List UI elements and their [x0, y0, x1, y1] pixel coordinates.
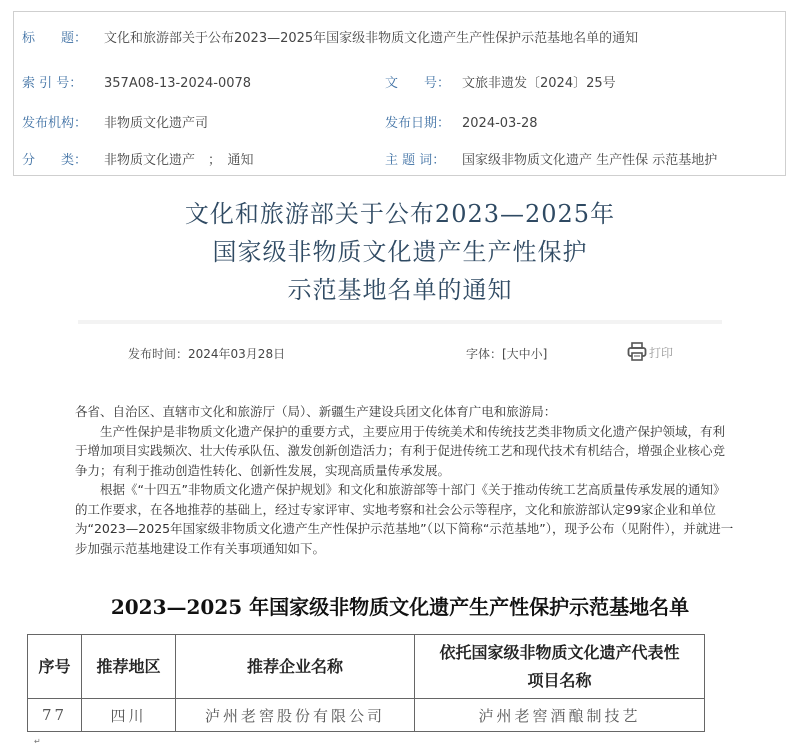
document-title-line: 文化和旅游部关于公布2023—2025年	[184, 200, 616, 228]
body-paragraph: 生产性保护是非物质文化遗产保护的重要方式，主要应用于传统美术和传统技艺类非物质文化遗产保护领域，有利于增加项目实践频次、壮大传承队伍、激发创新创造活力；有利于促进传统工艺和现代技术有机结合，增强企业核心竞争力；有利于推动创造性转化、创新性发展，实现高质量传承发展。	[75, 423, 726, 478]
list-title: 2023—2025 年国家级非物质文化遗产生产性保护示范基地名单	[110, 595, 690, 619]
document-title-line: 示范基地名单的通知	[287, 276, 513, 304]
meta-index-label: 索 引 号：	[22, 76, 83, 91]
meta-keywords-value: 国家级非物质文化遗产 生产性保 示范基地护	[462, 153, 718, 168]
font-size-selector[interactable]: 字体：[大中小]	[466, 347, 548, 361]
paragraph-mark: ↵	[34, 737, 41, 746]
table-row	[28, 699, 705, 732]
salutation: 各省、自治区、直辖市文化和旅游厅（局）、新疆生产建设兵团文化体育广电和旅游局：	[75, 404, 557, 419]
meta-publisher-row	[14, 113, 785, 135]
meta-index-value: 357A08-13-2024-0078	[104, 76, 252, 91]
demonstration-base-table	[27, 634, 705, 732]
printer-icon	[626, 341, 648, 363]
meta-title-label: 标 题：	[22, 31, 88, 46]
meta-index-row	[14, 73, 785, 95]
cell-project: 泸州老窖酒酿制技艺	[415, 699, 705, 732]
meta-doc-number-value: 文旅非遗发〔2024〕25号	[462, 76, 616, 91]
print-label: 打印	[649, 345, 674, 360]
meta-category-label: 分 类：	[22, 153, 88, 168]
header-company: 推荐企业名称	[176, 635, 415, 699]
document-title	[0, 195, 800, 309]
header-project: 依托国家级非物质文化遗产代表性项目名称	[415, 635, 705, 699]
meta-publisher-value: 非物质文化遗产司	[104, 116, 209, 131]
table-header-row	[28, 635, 705, 699]
header-region: 推荐地区	[82, 635, 176, 699]
meta-publisher-label: 发布机构：	[22, 116, 88, 131]
header-no: 序号	[28, 635, 82, 699]
meta-title-value: 文化和旅游部关于公布2023—2025年国家级非物质文化遗产生产性保护示范基地名单的通知	[104, 31, 639, 46]
meta-date-label: 发布日期：	[385, 116, 451, 131]
meta-keywords-label: 主 题 词：	[385, 153, 446, 168]
meta-title-row	[14, 28, 785, 50]
cell-region: 四川	[82, 699, 176, 732]
meta-date-value: 2024-03-28	[462, 116, 538, 131]
meta-category-row	[14, 150, 785, 172]
document-metadata-panel	[13, 11, 786, 176]
meta-category-value: 非物质文化遗产 ； 通知	[104, 153, 254, 168]
publish-time: 发布时间：2024年03月28日	[128, 347, 286, 361]
body-paragraph: 根据《“十四五”非物质文化遗产保护规划》和文化和旅游部等十部门《关于推动传统工艺高质量传承发展的通知》的工作要求，在各地推荐的基础上，经过专家评审、实地考察和社会公示等程序，文化和旅游部认定99家企业和单位为“2023—2025年国家级非物质文化遗产生产性保护示范基地”（以下简称“示范基地”），现予公布（见附件），并就进一步加强示范基地建设工作有关事项通知如下。	[75, 482, 734, 556]
divider	[78, 320, 722, 324]
cell-no: 77	[28, 699, 82, 732]
document-body	[75, 402, 735, 558]
cell-company: 泸州老窖股份有限公司	[176, 699, 415, 732]
print-button[interactable]	[626, 340, 673, 364]
meta-doc-number-label: 文 号：	[385, 76, 451, 91]
document-title-line: 国家级非物质文化遗产生产性保护	[212, 238, 588, 266]
